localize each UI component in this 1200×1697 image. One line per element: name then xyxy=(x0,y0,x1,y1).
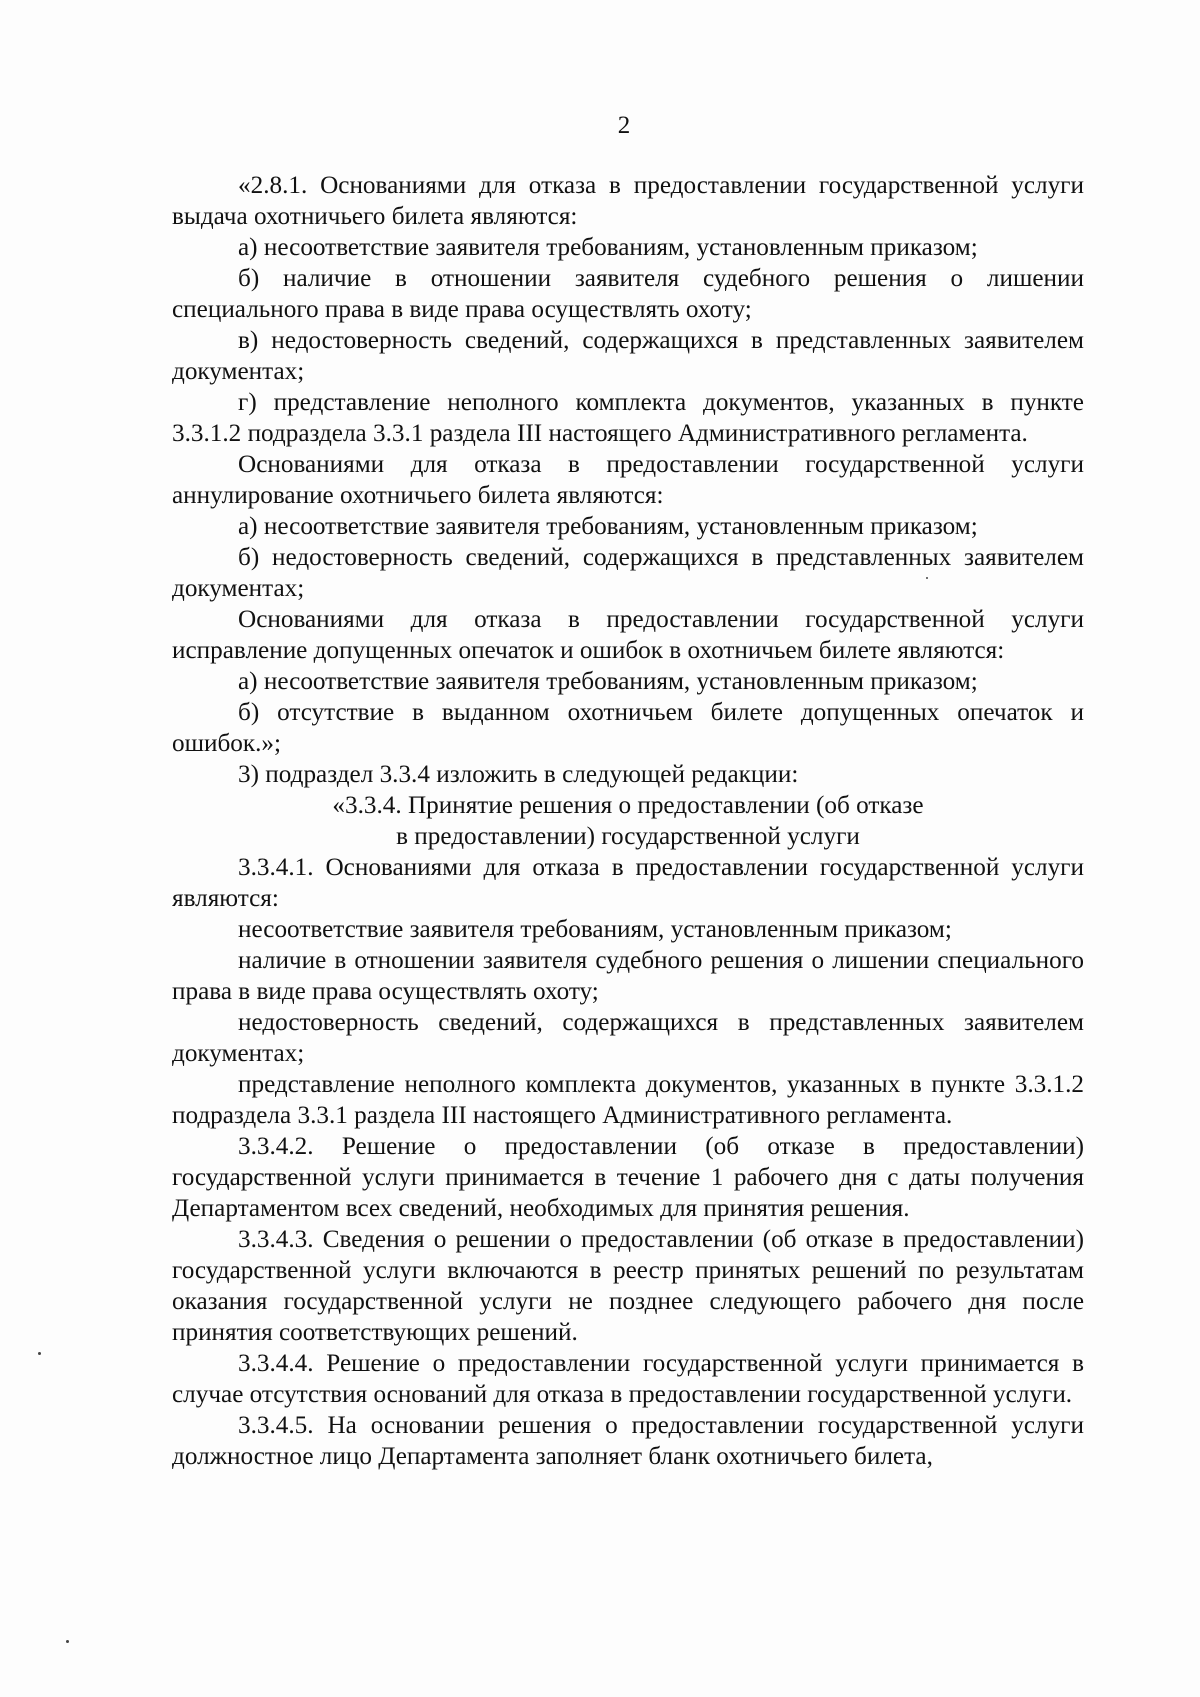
scan-speck xyxy=(926,577,928,579)
document-body xyxy=(172,170,1084,1472)
paragraph-annulment-grounds: Основаниями для отказа в предоставлении государственной услуги аннулирование охотничьего билета являются: xyxy=(172,451,1084,509)
paragraph-3-3-4-3: 3.3.4.3. Сведения о решении о предоставлении (об отказе в предоставлении) государственной услуги включаются в реестр принятых решений по результатам оказания государственной услуги не позднее следующего рабочего дня после принятия соответствующих решений. xyxy=(172,1226,1084,1346)
paragraph-correction-grounds: Основаниями для отказа в предоставлении государственной услуги исправление допущенных опечаток и ошибок в охотничьем билете являются: xyxy=(172,606,1084,664)
paragraph-2-8-1: «2.8.1. Основаниями для отказа в предоставлении государственной услуги выдача охотничьего билета являются: xyxy=(172,172,1084,230)
list-item: представление неполного комплекта документов, указанных в пункте 3.3.1.2 подраздела 3.3.1 раздела III настоящего Административного регламента. xyxy=(172,1071,1084,1129)
paragraph-3-3-4-2: 3.3.4.2. Решение о предоставлении (об отказе в предоставлении) государственной услуги принимается в течение 1 рабочего дня с даты получения Департаментом всех сведений, необходимых для принятия решения. xyxy=(172,1133,1084,1222)
paragraph-3-3-4-1: 3.3.4.1. Основаниями для отказа в предоставлении государственной услуги являются: xyxy=(172,854,1084,912)
scan-speck xyxy=(66,1640,69,1643)
paragraph-3-3-4-5: 3.3.4.5. На основании решения о предоставлении государственной услуги должностное лицо Департамента заполняет бланк охотничьего билета, xyxy=(172,1412,1084,1470)
list-item: г) представление неполного комплекта документов, указанных в пункте 3.3.1.2 подраздела 3.3.1 раздела III настоящего Административного регламента. xyxy=(172,389,1084,447)
paragraph-3-3-4-4: 3.3.4.4. Решение о предоставлении государственной услуги принимается в случае отсутствия оснований для отказа в предоставлении государственной услуги. xyxy=(172,1350,1084,1408)
list-item: б) наличие в отношении заявителя судебного решения о лишении специального права в виде права осуществлять охоту; xyxy=(172,265,1084,323)
section-heading-line: в предоставлении) государственной услуги xyxy=(396,823,860,850)
list-item: наличие в отношении заявителя судебного решения о лишении специального права в виде права осуществлять охоту; xyxy=(172,947,1084,1005)
scan-speck xyxy=(38,1352,41,1355)
list-item: а) несоответствие заявителя требованиям, установленным приказом; xyxy=(238,234,978,261)
list-item: а) несоответствие заявителя требованиям, установленным приказом; xyxy=(238,513,978,540)
list-item: несоответствие заявителя требованиям, установленным приказом; xyxy=(238,916,952,943)
list-item: а) несоответствие заявителя требованиям, установленным приказом; xyxy=(238,668,978,695)
list-item: в) недостоверность сведений, содержащихся в представленных заявителем документах; xyxy=(172,327,1084,385)
section-heading-line: «3.3.4. Принятие решения о предоставлении (об отказе xyxy=(332,792,924,819)
list-item: б) отсутствие в выданном охотничьем билете допущенных опечаток и ошибок.»; xyxy=(172,699,1084,757)
list-item: недостоверность сведений, содержащихся в представленных заявителем документах; xyxy=(172,1009,1084,1067)
amendment-item-3: 3) подраздел 3.3.4 изложить в следующей редакции: xyxy=(238,761,799,788)
page-number: 2 xyxy=(617,112,631,139)
list-item: б) недостоверность сведений, содержащихся в представленных заявителем документах; xyxy=(172,544,1084,602)
